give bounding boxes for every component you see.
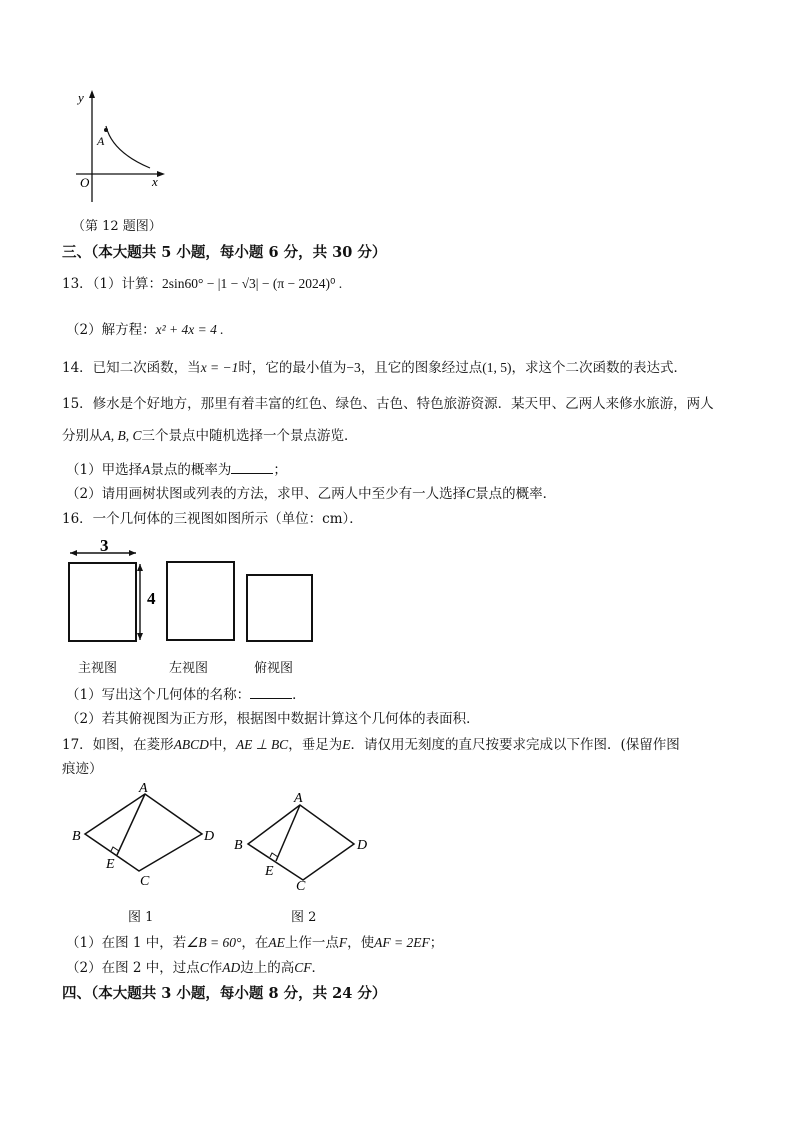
hyperbola-curve <box>106 126 150 168</box>
q15-part1 <box>66 458 287 478</box>
label-a-2: A <box>294 792 303 806</box>
section4-heading: 四、（本大题共 3 小题，每小题 8 分，共 24 分） <box>62 985 387 1002</box>
q13-part1-expr: 2sin60° − |1 − √3| − (π − 2024)⁰ . <box>162 276 343 291</box>
q13-part2-expr: x² + 4x = 4 . <box>155 322 224 337</box>
front-view-caption: 主视图 <box>78 661 118 676</box>
q17-part1-a: （1）在图 1 中，若 <box>66 935 187 951</box>
q15-part2-a: （2）请用画树状图或列表的方法，求甲、乙两人中至少有一人选择 <box>66 486 467 502</box>
q17-part2-c: 边上的高 <box>240 960 295 976</box>
q17-line1-e2: AE ⊥ BC <box>235 737 289 752</box>
q17-part2-a: （2）在图 2 中，过点 <box>66 960 200 976</box>
point-a-dot <box>104 128 108 132</box>
label-b-2: B <box>234 838 243 853</box>
q17-line2: 痕迹） <box>62 761 103 777</box>
q17-line1-b: 中， <box>208 737 236 753</box>
q13-part1 <box>62 272 342 292</box>
q17-figure2 <box>230 792 380 892</box>
fig12-graph <box>70 88 170 206</box>
q17-part2-e3: CF <box>294 960 312 975</box>
section3-heading: 三、（本大题共 5 小题，每小题 6 分，共 30 分） <box>62 244 387 261</box>
q15-line1: 15．修水是个好地方，那里有着丰富的红色、绿色、古色、特色旅游资源．某天甲、乙两人来修水旅游，两人 <box>62 396 714 412</box>
q14-expr-a: x = −1 <box>200 360 239 375</box>
height-dimension <box>137 564 143 640</box>
q14-expr-c: (1, 5) <box>482 360 512 375</box>
y-axis <box>89 90 95 202</box>
fig12-caption: （第 12 题图） <box>72 219 162 234</box>
rhombus-abcd-1 <box>85 794 202 871</box>
label-c-1: C <box>140 874 150 889</box>
q16-answer-blank <box>250 686 292 699</box>
q13-part2 <box>66 318 224 338</box>
left-view-caption: 左视图 <box>169 661 209 676</box>
q16-part2: （2）若其俯视图为正方形，根据图中数据计算这个几何体的表面积． <box>66 711 480 727</box>
front-view <box>69 563 136 641</box>
q17-part2-e1: C <box>199 960 209 975</box>
height-label: 4 <box>147 589 156 608</box>
q17-part1 <box>66 931 443 951</box>
q17-figure1 <box>70 783 230 891</box>
q13-part1-prefix: 13．（1）计算： <box>62 276 163 292</box>
q16-part1 <box>66 683 306 703</box>
top-view <box>247 575 312 641</box>
left-view <box>167 562 234 640</box>
point-a-label: A <box>97 134 105 148</box>
q16-intro: 16．一个几何体的三视图如图所示（单位：cm）． <box>62 511 363 527</box>
q16-part1-end: ． <box>292 687 306 703</box>
q16-part1-a: （1）写出这个几何体的名称： <box>66 687 251 703</box>
label-e-2: E <box>265 864 274 879</box>
right-angle-mark-2 <box>270 853 278 857</box>
q17-line1-d: ．请仅用无刻度的直尺按要求完成以下作图．(保留作图 <box>350 737 680 753</box>
label-a-1: A <box>139 783 148 796</box>
q15-line2-a: 分别从 <box>62 428 103 444</box>
q17-part1-d: ，使 <box>347 935 375 951</box>
q15-part2-b: 景点的概率． <box>475 486 557 502</box>
q15-part2-expr: C <box>466 486 476 501</box>
q17-line1-a: 17．如图，在菱形 <box>62 737 174 753</box>
q14-text <box>62 356 687 376</box>
q17-part2-end: ． <box>311 960 326 976</box>
top-view-caption: 俯视图 <box>254 661 294 676</box>
q15-answer-blank <box>231 461 273 474</box>
q17-part2 <box>66 956 325 976</box>
label-d-1: D <box>204 829 215 844</box>
q13-part2-prefix: （2）解方程： <box>66 322 156 338</box>
q15-line2-b: 三个景点中随机选择一个景点游览． <box>141 428 358 444</box>
q15-part1-b: 景点的概率为 <box>150 462 232 478</box>
right-angle-mark-1 <box>111 847 119 851</box>
q14-text-b: 时，它的最小值为 <box>238 360 347 376</box>
q17-part1-c: 上作一点 <box>284 935 339 951</box>
label-e-1: E <box>106 857 115 872</box>
rhombus-abcd-2 <box>248 805 354 880</box>
q15-part1-expr: A <box>142 462 151 477</box>
label-b-1: B <box>72 829 81 844</box>
q17-part1-e3: F <box>338 935 348 950</box>
q17-line1-e3: E <box>342 737 351 752</box>
label-c-2: C <box>296 879 306 892</box>
q15-line2-expr: A, B, C <box>102 428 142 443</box>
q17-line1-e1: ABCD <box>173 737 209 752</box>
q14-expr-b: −3 <box>346 360 361 375</box>
q14-text-d: ，求这个二次函数的表达式． <box>511 360 688 376</box>
q17-line1 <box>62 733 680 753</box>
q15-line2 <box>62 424 358 444</box>
q14-text-a: 14．已知二次函数，当 <box>62 360 201 376</box>
label-d-2: D <box>357 838 368 853</box>
q17-part1-end: ； <box>429 935 444 951</box>
q17-part1-e2: AE <box>268 935 285 950</box>
y-axis-label: y <box>78 90 84 105</box>
q17-part2-e2: AD <box>222 960 241 975</box>
q14-text-c: ，且它的图象经过点 <box>360 360 483 376</box>
q17-part1-e1: ∠B = 60° <box>186 935 242 950</box>
q15-part2 <box>66 482 556 502</box>
x-axis-label: x <box>152 174 158 189</box>
q16-three-views <box>62 533 322 645</box>
q17-fig2-caption: 图 2 <box>291 910 317 925</box>
q15-part1-end: ； <box>273 462 287 478</box>
q17-fig1-caption: 图 1 <box>128 910 154 925</box>
q15-part1-a: （1）甲选择 <box>66 462 143 478</box>
q17-part1-b: ，在 <box>241 935 269 951</box>
q17-part1-e4: AF = 2EF <box>374 935 430 950</box>
q17-line1-c: ，垂足为 <box>288 737 343 753</box>
origin-label: O <box>80 175 90 190</box>
width-label: 3 <box>100 536 109 555</box>
q17-part2-b: 作 <box>208 960 223 976</box>
